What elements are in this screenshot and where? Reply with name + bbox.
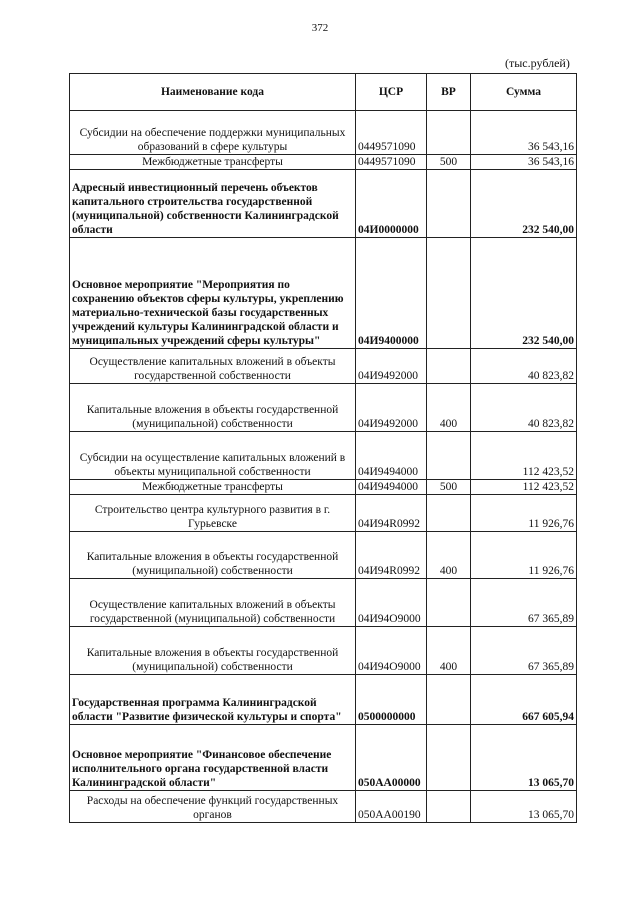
row-csr: 04И0000000 [356,170,427,238]
page-number: 372 [311,22,329,34]
row-vr: 400 [427,384,471,432]
row-vr [427,725,471,791]
row-amount: 13 065,70 [471,791,577,823]
budget-table [69,73,577,823]
row-vr [427,675,471,725]
row-name: Субсидии на обеспечение поддержки муниципальных образований в сфере культуры [70,111,356,155]
header-amount: Сумма [471,74,577,111]
table-row [70,432,577,480]
row-csr: 050АА00190 [356,791,427,823]
row-amount: 36 543,16 [471,155,577,170]
row-vr: 500 [427,155,471,170]
units-label: (тыс.рублей) [505,56,570,70]
row-vr [427,495,471,532]
row-csr: 0500000000 [356,675,427,725]
table-row [70,238,577,349]
row-amount: 67 365,89 [471,579,577,627]
row-csr: 04И94R0992 [356,495,427,532]
row-name: Строительство центра культурного развития в г. Гурьевске [70,495,356,532]
row-amount: 667 605,94 [471,675,577,725]
row-vr [427,111,471,155]
row-name: Межбюджетные трансферты [70,480,356,495]
row-vr [427,349,471,384]
row-name: Основное мероприятие "Финансовое обеспечение исполнительного органа государственной власти Калининградской области" [70,725,356,791]
header-vr: ВР [427,74,471,111]
row-amount: 13 065,70 [471,725,577,791]
row-name: Капитальные вложения в объекты государственной (муниципальной) собственности [70,532,356,579]
row-name: Адресный инвестиционный перечень объектов капитального строительства государственной (муниципальной) собственности Калининградской области [70,170,356,238]
row-amount: 232 540,00 [471,170,577,238]
table-row [70,349,577,384]
row-amount: 112 423,52 [471,480,577,495]
row-amount: 40 823,82 [471,349,577,384]
header-name: Наименование кода [70,74,356,111]
row-vr [427,432,471,480]
table-row [70,155,577,170]
row-csr: 04И9492000 [356,384,427,432]
row-csr: 04И9400000 [356,238,427,349]
row-name: Расходы на обеспечение функций государственных органов [70,791,356,823]
row-csr: 04И9494000 [356,480,427,495]
row-name: Государственная программа Калининградской области "Развитие физической культуры и спорта" [70,675,356,725]
row-csr: 0449571090 [356,111,427,155]
table-row [70,725,577,791]
row-vr: 400 [427,627,471,675]
table-row [70,627,577,675]
table-header-row [70,74,577,111]
table-row [70,170,577,238]
row-amount: 36 543,16 [471,111,577,155]
row-vr: 400 [427,532,471,579]
row-name: Субсидии на осуществление капитальных вложений в объекты муниципальной собственности [70,432,356,480]
row-vr [427,238,471,349]
row-amount: 232 540,00 [471,238,577,349]
row-csr: 04И9494000 [356,432,427,480]
table-row [70,532,577,579]
row-name: Межбюджетные трансферты [70,155,356,170]
row-csr: 04И94О9000 [356,579,427,627]
row-name: Основное мероприятие "Мероприятия по сохранению объектов сферы культуры, укреплению материально-технической базы государственных учреждений культуры Калининградской области и муниципальных учреждений сферы культуры" [70,238,356,349]
header-csr: ЦСР [356,74,427,111]
row-vr [427,579,471,627]
table-row [70,495,577,532]
table-row [70,579,577,627]
row-csr: 04И9492000 [356,349,427,384]
row-vr [427,791,471,823]
row-csr: 04И94R0992 [356,532,427,579]
row-amount: 67 365,89 [471,627,577,675]
row-csr: 050АА00000 [356,725,427,791]
row-name: Капитальные вложения в объекты государственной (муниципальной) собственности [70,627,356,675]
table-row [70,384,577,432]
row-csr: 0449571090 [356,155,427,170]
row-name: Капитальные вложения в объекты государственной (муниципальной) собственности [70,384,356,432]
table-row [70,480,577,495]
table-row [70,111,577,155]
row-csr: 04И94О9000 [356,627,427,675]
table-row [70,675,577,725]
row-vr: 500 [427,480,471,495]
row-amount: 11 926,76 [471,495,577,532]
row-amount: 40 823,82 [471,384,577,432]
row-amount: 11 926,76 [471,532,577,579]
row-name: Осуществление капитальных вложений в объекты государственной (муниципальной) собственности [70,579,356,627]
row-vr [427,170,471,238]
row-name: Осуществление капитальных вложений в объекты государственной собственности [70,349,356,384]
table-row [70,791,577,823]
row-amount: 112 423,52 [471,432,577,480]
